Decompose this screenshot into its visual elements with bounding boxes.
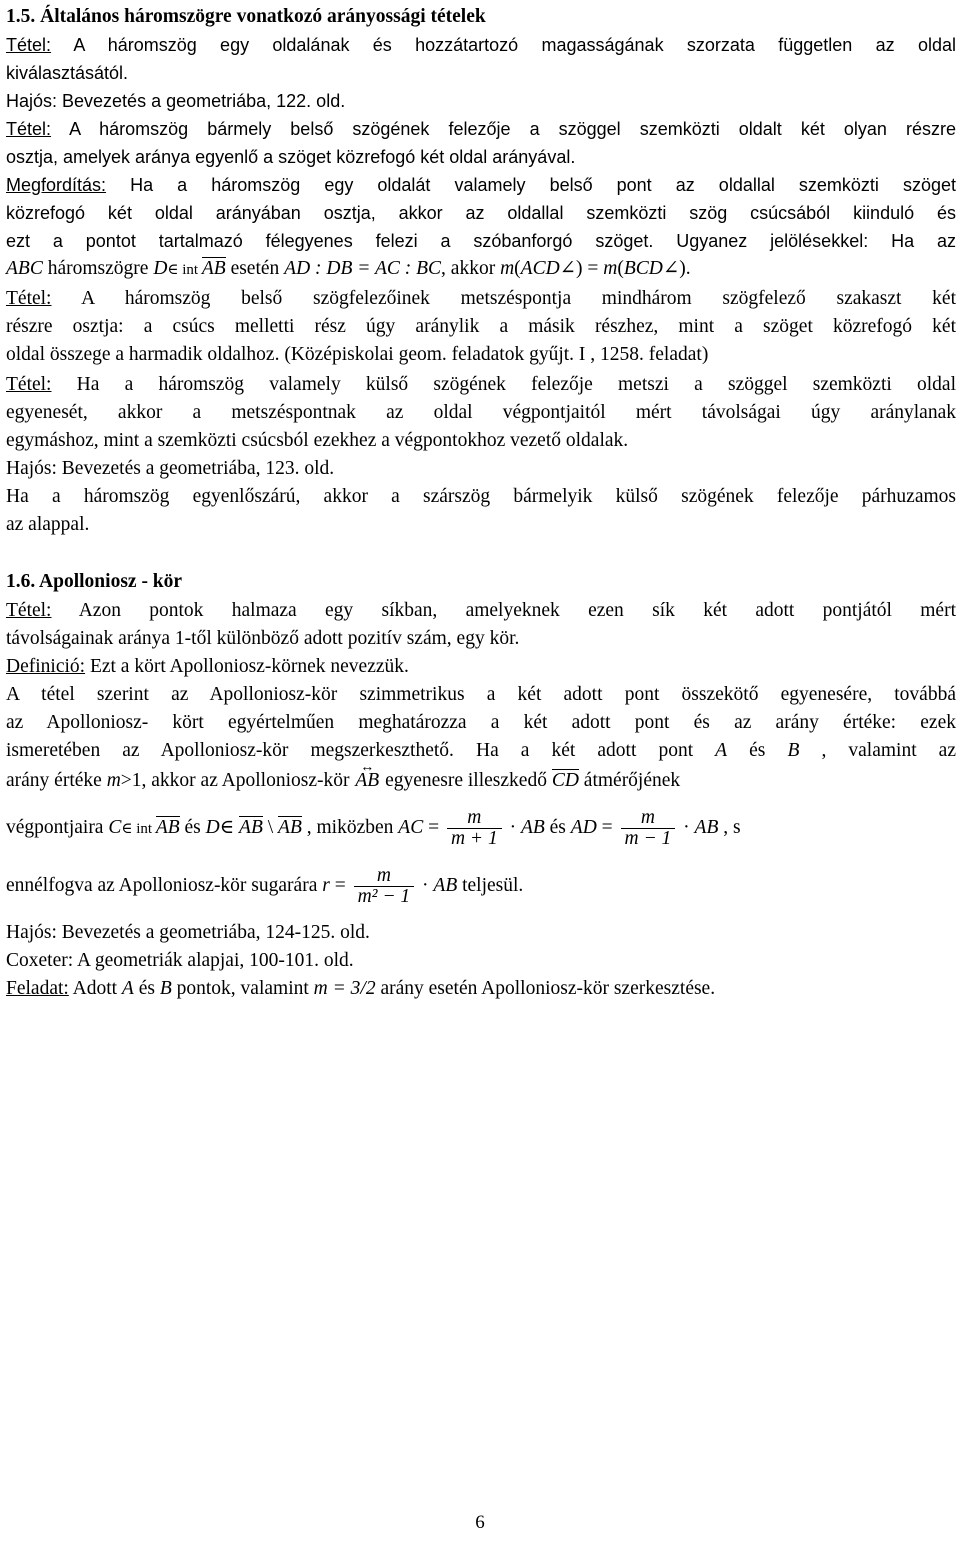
text: , valamint az xyxy=(799,740,956,761)
text: és xyxy=(544,816,571,838)
text: , s xyxy=(718,816,741,838)
exercise xyxy=(6,978,956,1000)
point-d: D xyxy=(153,258,168,279)
theorem-text-cont: oldal összege a harmadik oldalhoz. (Középiskolai geom. feladatok gyűjt. I , 1258. feladat) xyxy=(6,344,709,365)
theorem-text-cont: távolságainak aránya 1-től különböző adott pozitív szám, egy kör. xyxy=(6,628,520,649)
text: ( xyxy=(514,258,521,279)
in-symbol: ∈ xyxy=(219,816,240,838)
paragraph-line: A tétel szerint az Apolloniosz-kör szimmetrikus a két adott pont összekötő egyenesére, továbbá xyxy=(6,684,956,705)
reference-coxeter: Coxeter: A geometriák alapjai, 100-101. old. xyxy=(6,950,354,971)
ratio-equation: AD : DB = AC : BC xyxy=(284,258,442,279)
paragraph-line: az Apolloniosz- kört egyértelműen meghatározza a két adott pont és az arány értéke: ezek xyxy=(6,712,956,733)
equals: = xyxy=(596,816,618,838)
segment-cd: CD xyxy=(551,770,579,791)
numerator: m xyxy=(354,866,415,887)
setminus-symbol: \ xyxy=(262,816,279,838)
text: arány értéke xyxy=(6,770,107,791)
theorem-angle-bisector xyxy=(6,118,956,140)
triangle-abc: ABC xyxy=(6,258,43,279)
ratio-m: m xyxy=(106,770,121,791)
measure-m: m xyxy=(603,258,618,279)
dot: · xyxy=(504,816,521,838)
paragraph-line xyxy=(6,770,956,792)
text: és xyxy=(179,816,206,838)
text: teljesül. xyxy=(457,874,524,896)
denominator: m + 1 xyxy=(450,828,498,849)
text: , miközben xyxy=(301,816,399,838)
text: átmérőjének xyxy=(578,770,681,791)
exercise-label: Feladat: xyxy=(6,978,69,999)
angle-acd: ACD∠ xyxy=(520,258,577,279)
converse-label: Megfordítás: xyxy=(6,175,107,195)
theorem-text: Ha a háromszög valamely külső szögének felezője metszi a szöggel szemközti oldal xyxy=(51,374,956,395)
point-b: B xyxy=(787,740,800,761)
equals: = xyxy=(329,874,351,896)
text: és xyxy=(133,978,160,999)
text: esetén xyxy=(225,258,285,279)
text: ennélfogva az Apolloniosz-kör sugarára xyxy=(6,874,323,896)
segment-ab: AB xyxy=(520,816,545,838)
converse-text-cont: ezt a pontot tartalmazó félegyenes felezi a szóbanforgó szöget. Ugyanez jelölésekkel: Ha az xyxy=(6,231,956,251)
theorem-text-cont: részre osztja: a csúcs melletti rész úgy aránylik a másik részhez, mint a szöget közrefogó két xyxy=(6,316,956,337)
segment-ab: AB xyxy=(201,258,226,279)
converse-formula-line xyxy=(6,258,956,281)
converse-text-cont: közrefogó két oldal arányában osztja, akkor az oldallal szemközti szög csúcsából kiinduló és xyxy=(6,203,956,223)
text: ) = xyxy=(576,258,604,279)
point-a: A xyxy=(121,978,134,999)
theorem-text: A háromszög egy oldalának és hozzátartozó magasságának szorzata független az oldal xyxy=(51,35,956,55)
theorem-label: Tétel: xyxy=(6,600,52,621)
theorem-label: Tétel: xyxy=(6,374,52,395)
section-heading-1-5: 1.5. Általános háromszögre vonatkozó arányossági tételek xyxy=(6,6,486,27)
text: és xyxy=(727,740,788,761)
point-c: C xyxy=(108,816,122,838)
theorem-external-bisector xyxy=(6,374,956,396)
text: >1, akkor az Apolloniosz-kör xyxy=(120,770,355,791)
theorem-text-cont: egyenesét, akkor a metszéspontnak az oldal végpontjaitól mért távolságai úgy aránylanak xyxy=(6,402,956,423)
section-heading-1-6: 1.6. Apolloniosz - kör xyxy=(6,571,183,592)
definition xyxy=(6,656,956,678)
text: háromszögre xyxy=(42,258,154,279)
dot: · xyxy=(417,874,434,896)
text: arány esetén Apolloniosz-kör szerkesztése. xyxy=(375,978,716,999)
paragraph-line xyxy=(6,740,956,762)
denominator: m − 1 xyxy=(624,828,672,849)
dot: · xyxy=(678,816,695,838)
theorem-text: A háromszög bármely belső szögének felezője a szöggel szemközti oldalt két olyan részre xyxy=(51,119,956,139)
measure-m: m xyxy=(500,258,515,279)
segment-ab: AB xyxy=(278,816,302,838)
segment-ac: AC xyxy=(398,816,424,838)
point-a: A xyxy=(715,740,728,761)
point-b: B xyxy=(159,978,172,999)
text: ). xyxy=(679,258,691,279)
theorem-product-side-height xyxy=(6,34,956,56)
radius-r: r xyxy=(322,874,330,896)
text: pontok, valamint xyxy=(171,978,314,999)
formula-line-endpoints xyxy=(6,808,956,854)
theorem-text-cont: kiválasztásától. xyxy=(6,63,129,83)
definition-text: Ezt a kört Apolloniosz-körnek nevezzük. xyxy=(85,656,409,677)
fraction-m-over-m-minus-1 xyxy=(621,808,676,849)
reference-hajos-122: Hajós: Bevezetés a geometriába, 122. old. xyxy=(6,91,346,111)
theorem-text: Azon pontok halmaza egy síkban, amelyeknek ezen sík két adott pontjától mért xyxy=(51,600,956,621)
theorem-text-cont: osztja, amelyek aránya egyenlő a szöget közrefogó két oldal arányával. xyxy=(6,147,576,167)
theorem-text-cont: egymáshoz, mint a szemközti csúcsból ezekhez a végpontokhoz vezető oldalak. xyxy=(6,430,629,451)
numerator: m xyxy=(447,808,502,829)
segment-ab: AB xyxy=(433,874,458,896)
definition-label: Definició: xyxy=(6,656,86,677)
fraction-m-over-m-plus-1 xyxy=(447,808,502,849)
text: Adott xyxy=(68,978,122,999)
angle-bcd: BCD∠ xyxy=(623,258,680,279)
in-int-symbol: ∈ int xyxy=(167,262,202,278)
equals: = xyxy=(423,816,444,838)
ratio-value: m = 3/2 xyxy=(313,978,376,999)
numerator: m xyxy=(621,808,676,829)
fraction-m-over-m2-minus-1 xyxy=(354,866,415,907)
text: ismeretében az Apolloniosz-kör megszerkeszthető. Ha a két adott pont xyxy=(6,740,716,761)
segment-ad: AD xyxy=(570,816,597,838)
theorem-label: Tétel: xyxy=(6,288,52,309)
page-number: 6 xyxy=(475,1512,485,1533)
text: egyenesre illeszkedő xyxy=(380,770,552,791)
converse-statement xyxy=(6,174,956,196)
isosceles-statement: Ha a háromszög egyenlőszárú, akkor a szárszög bármelyik külső szögének felezője párhuzamos xyxy=(6,486,956,507)
segment-ab: AB xyxy=(694,816,719,838)
segment-ab: AB xyxy=(155,816,180,838)
point-d: D xyxy=(205,816,220,838)
text: , akkor xyxy=(441,258,501,279)
theorem-apollonius xyxy=(6,600,956,622)
ray-ab: AB xyxy=(239,816,263,838)
theorem-label: Tétel: xyxy=(6,35,52,55)
text: ( xyxy=(617,258,624,279)
denominator: m² − 1 xyxy=(357,886,411,907)
theorem-incenter xyxy=(6,288,956,310)
line-ab: ↔ AB xyxy=(354,770,380,792)
theorem-text: A háromszög belső szögfelezőinek metszéspontja mindhárom szögfelező szakaszt két xyxy=(51,288,956,309)
formula-line-radius xyxy=(6,866,956,912)
isosceles-statement-cont: az alappal. xyxy=(6,514,90,535)
reference-hajos-123: Hajós: Bevezetés a geometriába, 123. old. xyxy=(6,458,335,479)
text: végpontjaira xyxy=(6,816,109,838)
theorem-label: Tétel: xyxy=(6,119,52,139)
converse-text: Ha a háromszög egy oldalát valamely belső pont az oldallal szemközti szöget xyxy=(106,175,956,195)
reference-hajos-124: Hajós: Bevezetés a geometriába, 124-125. old. xyxy=(6,922,370,943)
in-int-symbol: ∈ int xyxy=(121,820,156,837)
